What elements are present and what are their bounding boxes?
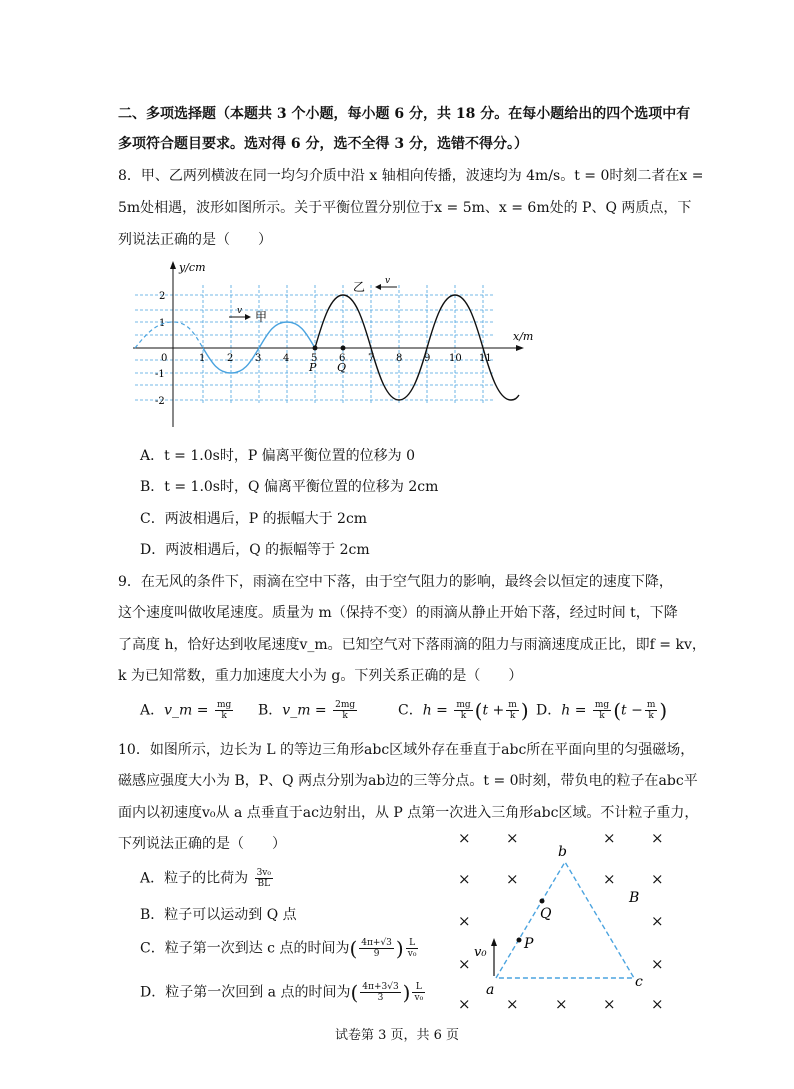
q10-text-line4: 下列说法正确的是（ ）	[118, 836, 286, 852]
x-tick-2: 2	[227, 353, 234, 364]
wave-yi-label: 乙	[353, 280, 366, 294]
q10-text-line1: 10．如图所示，边长为 L 的等边三角形abc区域外存在垂直于abc所在平面向里的匀强磁场，	[118, 742, 695, 758]
y-tick-neg2: -2	[155, 396, 165, 407]
cross-icon: ×	[651, 912, 664, 930]
q10-option-b: B．粒子可以运动到 Q 点	[140, 907, 297, 923]
x-tick-9: 9	[424, 353, 431, 364]
q9-c-den: k	[460, 711, 467, 721]
q10-c-inner-den: 9	[373, 949, 380, 959]
q9-b-num: 2mg	[335, 700, 356, 710]
q9-d-lhs: h =	[561, 702, 587, 719]
q8-option-c: C．两波相遇后，P 的振幅大于 2cm	[140, 511, 368, 527]
point-q-dot	[540, 899, 545, 904]
q9-c-num: mg	[456, 700, 471, 710]
q8-option-a: A．t = 1.0s时，P 偏离平衡位置的位移为 0	[140, 448, 416, 464]
q10-d-text: D．粒子第一次回到 a 点的时间为	[140, 984, 351, 1001]
q8-option-d: D．两波相遇后，Q 的振幅等于 2cm	[140, 542, 370, 558]
v0-label: v₀	[474, 945, 487, 960]
q10-c-inner-num: 4π+√3	[361, 938, 392, 948]
q9-a-den: k	[221, 711, 227, 721]
q10-d-num: L	[412, 982, 425, 993]
label-q: Q	[540, 906, 552, 922]
q9-a-lhs: v_m =	[164, 702, 209, 719]
q10-a-den: BL	[257, 879, 271, 889]
cross-icon: ×	[603, 995, 616, 1013]
point-p-dot	[313, 346, 318, 351]
cross-icon: ×	[506, 870, 519, 888]
point-q-dot	[341, 346, 346, 351]
x-tick-1: 1	[199, 353, 206, 364]
cross-icon: ×	[651, 955, 664, 973]
q9-d-inner-num: m	[646, 700, 656, 710]
q9-option-a	[140, 700, 235, 721]
cross-icon: ×	[651, 829, 664, 847]
y-tick-1: 1	[159, 318, 166, 329]
q8-option-b: B．t = 1.0s时，Q 偏离平衡位置的位移为 2cm	[140, 479, 439, 495]
q9-c-inner: t +	[482, 702, 505, 719]
wave-jia-label: 甲	[255, 310, 268, 324]
cross-icon: ×	[603, 870, 616, 888]
section-heading-line1: 二、多项选择题（本题共 3 个小题，每小题 6 分，共 18 分。在每小题给出的四个选项中有	[118, 106, 691, 122]
y-tick-neg1: -1	[155, 369, 165, 380]
q10-a-num: 3v₀	[256, 868, 271, 878]
x-tick-4: 4	[283, 353, 290, 364]
page-footer: 试卷第 3 页，共 6 页	[334, 1028, 460, 1043]
x-tick-6: 6	[339, 353, 346, 364]
q9-c-inner-den: k	[509, 711, 516, 721]
q9-d-inner-den: k	[648, 711, 654, 721]
x-tick-11: 11	[479, 353, 492, 364]
q9-c-inner-num: m	[508, 700, 517, 710]
wave-graph	[125, 255, 534, 435]
x-axis-label: x/m	[513, 330, 534, 343]
label-c: c	[635, 974, 643, 990]
q9-c-lhs: h =	[422, 702, 448, 719]
point-p-dot	[517, 938, 522, 943]
cross-icon: ×	[458, 912, 471, 930]
velocity-label-yi: v	[385, 276, 391, 286]
y-tick-2: 2	[159, 291, 166, 302]
q8-text-line1: 8．甲、乙两列横波在同一均匀介质中沿 x 轴相向传播，波速均为 4m/s。t = 0时刻二者在x =	[118, 168, 704, 184]
q10-d-den: v₀	[414, 993, 424, 1003]
q9-option-d: D．h = $\frac{mg}{k}$ (t − $\frac{m}{k}$ )	[536, 698, 668, 723]
q10-d-inner-num: 4π+3√3	[362, 982, 399, 992]
q9-b-label: B．	[258, 702, 283, 719]
cross-icon: ×	[555, 995, 568, 1013]
q10-option-c: C．粒子第一次到达 c 点的时间为( $\frac{4\pi+√3}{9}$ ) $\frac{L}{\text{v₀}}$	[140, 936, 417, 961]
cross-icon: ×	[651, 870, 664, 888]
q9-d-den: k	[599, 711, 605, 721]
q10-a-text: A．粒子的比荷为	[140, 870, 249, 887]
x-tick-0: 0	[161, 353, 168, 364]
q10-option-a	[140, 868, 275, 889]
q9-text-line1: 9．在无风的条件下，雨滴在空中下落，由于空气阻力的影响，最终会以恒定的速度下降，	[118, 574, 673, 590]
y-axis-label: y/cm	[179, 261, 206, 274]
section-heading-line2: 多项符合题目要求。选对得 6 分，选不全得 3 分，选错不得分。）	[118, 136, 528, 152]
q9-a-label: A．	[140, 702, 165, 719]
q8-text-line3: 列说法正确的是（ ）	[118, 232, 272, 248]
cross-icon: ×	[458, 955, 471, 973]
label-field-b: B	[629, 890, 640, 906]
q9-text-line4: k 为已知常数，重力加速度大小为 g。下列关系正确的是（ ）	[118, 668, 523, 684]
q9-text-line2: 这个速度叫做收尾速度。质量为 m（保持不变）的雨滴从静止开始下落，经过时间 t，下降	[118, 605, 678, 621]
q8-text-line2: 5m处相遇，波形如图所示。关于平衡位置分别位于x = 5m、x = 6m处的 P、Q 两质点，下	[118, 200, 692, 216]
cross-icon: ×	[458, 829, 471, 847]
q9-option-b	[258, 700, 359, 721]
point-q-label: Q	[337, 361, 347, 374]
velocity-label-jia: v	[237, 306, 243, 316]
cross-icon: ×	[506, 995, 519, 1013]
q9-text-line3: 了高度 h，恰好达到收尾速度v_m。已知空气对下落雨滴的阻力与雨滴速度成正比，即f = kv，	[118, 637, 706, 653]
q9-b-den: k	[342, 711, 348, 721]
q10-text-line3: 面内以初速度v₀从 a 点垂直于ac边射出，从 P 点第一次进入三角形abc区域。不计粒子重力，	[118, 805, 699, 821]
q10-c-text: C．粒子第一次到达 c 点的时间为	[140, 940, 350, 957]
q10-d-inner-den: 3	[377, 993, 384, 1003]
cross-icon: ×	[458, 870, 471, 888]
x-tick-3: 3	[255, 353, 262, 364]
q9-d-label: D．	[536, 702, 562, 719]
triangle-field-figure	[448, 826, 678, 1016]
x-tick-8: 8	[396, 353, 403, 364]
cross-icon: ×	[603, 829, 616, 847]
q9-option-c: C．h = $\frac{mg}{k}$ (t + $\frac{m}{k}$ )	[398, 698, 529, 723]
q9-d-num: mg	[594, 700, 610, 710]
label-p: P	[524, 936, 534, 952]
x-tick-7: 7	[368, 353, 375, 364]
q10-c-num: L	[406, 938, 419, 949]
cross-icon: ×	[506, 829, 519, 847]
q9-b-lhs: v_m =	[282, 702, 327, 719]
q10-c-den: v₀	[407, 949, 417, 959]
label-a: a	[486, 982, 495, 998]
x-tick-10: 10	[449, 353, 462, 364]
cross-icon: ×	[458, 995, 471, 1013]
point-p-label: P	[309, 361, 317, 374]
q10-option-d: D．粒子第一次回到 a 点的时间为( $\frac{4\pi+3√3}{3}$ ) $\frac{L}{\text{v₀}}$	[140, 980, 424, 1005]
q9-c-label: C．	[398, 702, 423, 719]
label-b: b	[558, 844, 567, 860]
q9-a-num: mg	[216, 700, 232, 710]
q9-d-inner: t −	[621, 702, 643, 719]
cross-icon: ×	[651, 995, 664, 1013]
q10-text-line2: 磁感应强度大小为 B，P、Q 两点分别为ab边的三等分点。t = 0时刻，带负电的粒子在abc平	[118, 773, 698, 789]
x-tick-5: 5	[311, 353, 318, 364]
